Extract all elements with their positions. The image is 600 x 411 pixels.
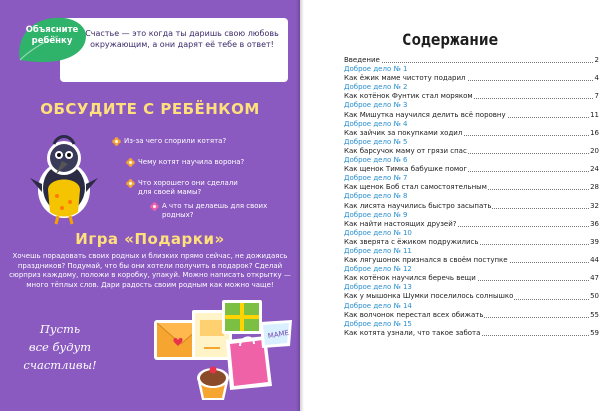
flower-bullet-icon: [150, 202, 159, 211]
toc-entry-label: Введение: [344, 56, 380, 64]
toc-entry-lead: [344, 329, 599, 338]
toc-entry-lead: [344, 183, 599, 192]
toc-entry-label: Как ёжик маме чистоту подарил: [344, 74, 466, 83]
toc-entry-label: Как котёнок научился беречь вещи: [344, 274, 476, 283]
toc-page-number: 20: [590, 146, 599, 155]
toc-story-entry[interactable]: [344, 56, 599, 65]
toc-entry-lead: [344, 238, 599, 247]
toc-deed-entry[interactable]: [344, 120, 599, 129]
toc-entry-label: Как лягушонок признался в своём поступке: [344, 256, 508, 265]
toc-entry-label: Как котята узнали, что такое забота: [344, 328, 481, 337]
toc-entry-lead: [344, 283, 599, 292]
toc-title: Содержание: [401, 30, 499, 49]
toc-entry-label: Как зверята с ёжиком подружились: [344, 237, 479, 246]
toc-entry-lead: [344, 256, 599, 265]
toc-entry-label: Доброе дело № 6: [344, 156, 408, 165]
toc-page-number: 4: [594, 74, 599, 83]
toc-page-number: 32: [590, 201, 599, 210]
toc-entry-lead: [344, 192, 599, 201]
wish-line-2: все будут: [28, 340, 92, 354]
toc-entry-lead: [344, 292, 599, 301]
toc-story-entry[interactable]: [344, 329, 599, 338]
toc-entry-lead: [344, 65, 599, 74]
toc-entry-label: Как щенок Тимка бабушке помог: [344, 165, 468, 174]
toc-entry-label: Доброе дело № 9: [344, 210, 408, 219]
toc-story-entry[interactable]: [344, 202, 599, 211]
toc-entry-lead: [344, 211, 599, 220]
toc-deed-entry[interactable]: [344, 320, 599, 329]
flower-bullet-icon: [112, 137, 121, 146]
toc-entry-lead: [344, 111, 599, 120]
toc-list: [344, 56, 599, 338]
toc-entry-lead: [344, 56, 599, 65]
toc-entry-lead: [344, 265, 599, 274]
toc-entry-label: Как у мышонка Шумки поселилось солнышко: [344, 292, 514, 301]
badge-label: Объясните ребёнку: [25, 25, 79, 46]
toc-entry-lead: [344, 174, 599, 183]
toc-deed-entry[interactable]: [344, 302, 599, 311]
toc-story-entry[interactable]: [344, 256, 599, 265]
toc-deed-entry[interactable]: [344, 101, 599, 110]
toc-entry-lead: [344, 302, 599, 311]
toc-story-entry[interactable]: [344, 238, 599, 247]
toc-page-number: 11: [590, 110, 599, 119]
book-gutter: [296, 0, 304, 411]
wish-line-1: Пусть: [39, 322, 81, 336]
flower-bullet-icon: [126, 179, 135, 188]
toc-entry-lead: [344, 274, 599, 283]
game-text: Хочешь порадовать своих родных и близких прямо сейчас, не дожидаясь праздников? Подумай, что бы они хотели получить в подарок? Сделай сюрприз каждому, положи в коробку, упакуй. Можно написать открытку — много тёплых слов. Дари радость своим родным как можно чаще!: [9, 252, 291, 289]
toc-page-number: 7: [594, 92, 599, 101]
toc-page-number: 39: [590, 237, 599, 246]
toc-deed-entry[interactable]: [344, 174, 599, 183]
toc-story-entry[interactable]: [344, 129, 599, 138]
toc-entry-label: Доброе дело № 8: [344, 192, 408, 201]
toc-deed-entry[interactable]: [344, 283, 599, 292]
toc-deed-entry[interactable]: [344, 265, 599, 274]
toc-deed-entry[interactable]: [344, 192, 599, 201]
gifts-illustration-icon: [148, 290, 298, 405]
toc-deed-entry[interactable]: [344, 65, 599, 74]
toc-page-number: 47: [590, 274, 599, 283]
toc-page-number: 55: [590, 310, 599, 319]
toc-entry-label: Доброе дело № 10: [344, 228, 412, 237]
toc-story-entry[interactable]: [344, 147, 599, 156]
toc-entry-label: Как щенок Боб стал самостоятельным: [344, 183, 487, 192]
toc-entry-lead: [344, 165, 599, 174]
toc-entry-label: Доброе дело № 1: [344, 65, 408, 74]
toc-entry-lead: [344, 220, 599, 229]
toc-entry-label: Доброе дело № 5: [344, 137, 408, 146]
toc-entry-label: Доброе дело № 14: [344, 301, 412, 310]
toc-entry-label: Как Мишутка научился делить всё поровну: [344, 110, 506, 119]
question-2: Чему котят научила ворона?: [138, 158, 245, 166]
toc-story-entry[interactable]: [344, 92, 599, 101]
toc-deed-entry[interactable]: [344, 83, 599, 92]
toc-deed-entry[interactable]: [344, 211, 599, 220]
toc-story-entry[interactable]: [344, 74, 599, 83]
toc-entry-label: Как барсучок маму от грязи спас: [344, 146, 467, 155]
toc-entry-lead: [344, 92, 599, 101]
toc-page-number: 59: [590, 328, 599, 337]
toc-page-number: 50: [590, 292, 599, 301]
question-1: Из-за чего спорили котята?: [124, 137, 227, 145]
toc-page-number: 44: [590, 256, 599, 265]
toc-entry-label: Как зайчик за покупками ходил: [344, 128, 463, 137]
toc-page-number: 36: [590, 219, 599, 228]
explain-text: Счастье — это когда ты даришь свою любовь окружающим, а они дарят её тебе в ответ!: [85, 29, 279, 49]
flower-bullet-icon: [126, 158, 135, 167]
toc-entry-lead: [344, 138, 599, 147]
toc-story-entry[interactable]: [344, 183, 599, 192]
toc-entry-lead: [344, 202, 599, 211]
toc-story-entry[interactable]: [344, 220, 599, 229]
question-4: А что ты делаешь для своих родных?: [162, 202, 268, 219]
question-3: Что хорошего они сделали для своей мамы?: [138, 179, 238, 196]
toc-page-number: 24: [590, 165, 599, 174]
toc-entry-label: Как котёнок Фунтик стал моряком: [344, 92, 473, 101]
toc-entry-lead: [344, 147, 599, 156]
toc-entry-label: Как волчонок перестал всех обижать: [344, 310, 484, 319]
toc-story-entry[interactable]: [344, 311, 599, 320]
gift-tag-label: МАМЕ: [267, 328, 290, 341]
crow-illustration-icon: [24, 128, 104, 228]
toc-story-entry[interactable]: [344, 165, 599, 174]
toc-deed-entry[interactable]: [344, 229, 599, 238]
toc-entry-label: Доброе дело № 13: [344, 283, 412, 292]
toc-entry-label: Доброе дело № 3: [344, 101, 408, 110]
toc-entry-label: Доброе дело № 11: [344, 246, 412, 255]
toc-entry-lead: [344, 83, 599, 92]
toc-entry-lead: [344, 311, 599, 320]
wish-text: [18, 320, 102, 374]
toc-entry-lead: [344, 120, 599, 129]
toc-entry-label: Доброе дело № 2: [344, 83, 408, 92]
toc-story-entry[interactable]: [344, 274, 599, 283]
toc-entry-label: Как найти настоящих друзей?: [344, 219, 457, 228]
wish-line-3: счастливы!: [23, 358, 97, 372]
toc-story-entry[interactable]: [344, 292, 599, 301]
toc-page-number: 16: [590, 128, 599, 137]
toc-entry-lead: [344, 247, 599, 256]
discuss-title: ОБСУДИТЕ С РЕБЁНКОМ: [40, 100, 260, 118]
toc-deed-entry[interactable]: [344, 138, 599, 147]
toc-entry-lead: [344, 320, 599, 329]
toc-entry-lead: [344, 156, 599, 165]
toc-entry-label: Доброе дело № 4: [344, 119, 408, 128]
toc-entry-lead: [344, 229, 599, 238]
toc-deed-entry[interactable]: [344, 247, 599, 256]
toc-entry-label: Как лисята научились быстро засыпать: [344, 201, 492, 210]
toc-entry-lead: [344, 129, 599, 138]
toc-entry-lead: [344, 74, 599, 83]
toc-entry-label: Доброе дело № 15: [344, 319, 412, 328]
toc-page-number: 28: [590, 183, 599, 192]
right-page: [300, 0, 600, 411]
toc-deed-entry[interactable]: [344, 156, 599, 165]
toc-entry-lead: [344, 101, 599, 110]
toc-page-number: 2: [594, 56, 599, 64]
toc-dot-leader: [344, 62, 599, 63]
toc-story-entry[interactable]: [344, 111, 599, 120]
toc-entry-label: Доброе дело № 7: [344, 174, 408, 183]
toc-entry-label: Доброе дело № 12: [344, 265, 412, 274]
game-title: Игра «Подарки»: [75, 230, 225, 248]
